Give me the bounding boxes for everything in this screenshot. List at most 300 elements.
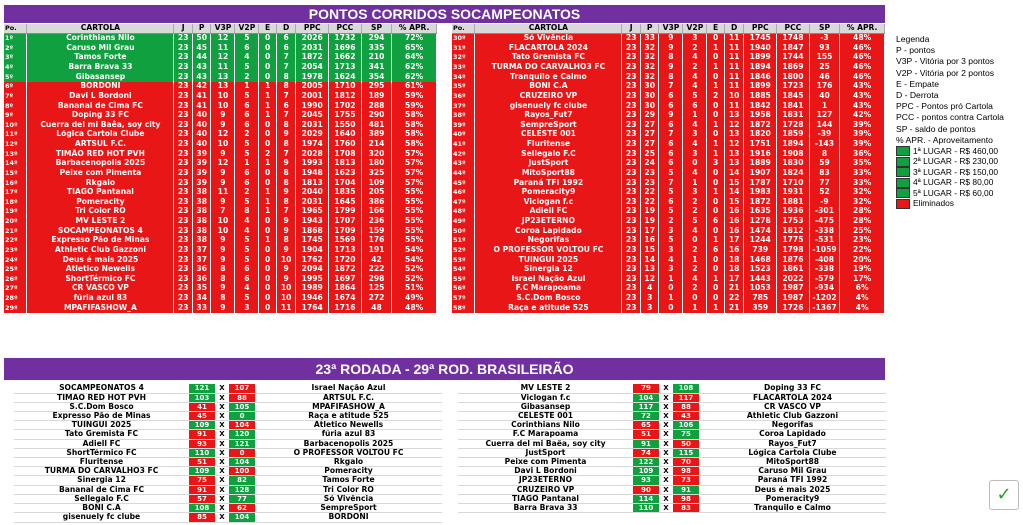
round-title: 23ª RODADA - 29ª ROD. BRASILEIRÃO [4,358,885,380]
team-name: Paraná TFI 1992 [475,178,622,188]
legend [896,34,1021,209]
stat-cell: 36% [840,149,885,159]
team-name: SOCAMPEONATOS 4 [14,384,189,393]
stat-cell: 46% [840,63,885,73]
stat-cell: 35 [192,284,211,294]
stat-cell: 1775 [777,236,810,246]
score-cell: 72 [633,412,659,421]
stat-cell: 39º [452,120,475,130]
stat-cell: 11 [724,63,744,73]
team-name: ARTSUL F.C. [255,393,442,402]
stat-cell: 38 [192,197,211,207]
stat-cell: 15 [640,245,659,255]
column-header: V2P [235,24,259,34]
stat-cell: 1 [707,120,724,130]
score-cell: 128 [229,485,255,494]
standing-row [4,43,437,53]
stat-cell: 1813 [329,159,362,169]
stat-cell: 2 [235,72,259,82]
stat-cell: 0 [259,120,276,130]
team-name: MV LESTE 2 [27,217,174,227]
stat-cell: 0 [707,34,724,44]
stat-cell: 30 [640,82,659,92]
stat-cell: 13 [211,82,235,92]
stat-cell: 0 [707,207,724,217]
stat-cell: 23 [622,294,641,304]
team-name: Expresso Pão de Minas [14,412,189,421]
standing-row [452,236,885,246]
green-swatch [896,157,910,167]
score-cell: 117 [633,402,659,411]
stat-cell: 2 [683,245,707,255]
standing-row [4,91,437,101]
standing-row [4,274,437,284]
stat-cell: 10 [211,101,235,111]
stat-cell: 2001 [296,91,329,101]
stat-cell: 27º [4,284,27,294]
stat-cell: 1748 [777,34,810,44]
team-name: Negorifas [475,236,622,246]
stat-cell: -579 [809,274,840,284]
team-name: gisenuely fc clube [475,101,622,111]
legend-prize: 1ª LUGAR - R$ 460,00 [896,146,1021,157]
stat-cell: 2054 [296,63,329,73]
stat-cell: 4 [683,53,707,63]
stat-cell: 288 [361,101,392,111]
stat-cell: 1728 [777,120,810,130]
standing-row [4,265,437,275]
versus-mark: X [659,393,673,402]
team-name: Deus é mais 2025 [27,255,174,265]
score-cell: 109 [633,467,659,476]
stat-cell: 23 [174,207,193,217]
versus-mark: X [659,485,673,494]
stat-cell: 37º [452,101,475,111]
team-name: MitoSport88 [475,168,622,178]
team-name: SempreSport [475,120,622,130]
stat-cell: 5 [659,236,683,246]
legend-item: PCC - pontos contra Cartola [896,112,1004,123]
stat-cell: 36º [452,91,475,101]
column-header: V3P [659,24,683,34]
stat-cell: 1993 [296,159,329,169]
stat-cell: 57º [452,294,475,304]
stat-cell: 28º [4,294,27,304]
stat-cell: 55% [392,226,437,236]
stat-cell: 2029 [296,130,329,140]
stat-cell: 1948 [296,168,329,178]
stat-cell: 16 [724,217,744,227]
stat-cell: 23 [640,178,659,188]
stat-cell: 3 [640,303,659,313]
stat-cell: 0 [259,217,276,227]
team-name: BORDONI [27,82,174,92]
standing-row [452,217,885,227]
team-name: Pomeracity [255,467,442,476]
stat-cell: -475 [809,217,840,227]
stat-cell: 189 [361,91,392,101]
stat-cell: 4 [235,226,259,236]
stat-cell: 13 [724,159,744,169]
match-row [14,504,442,513]
stat-cell: 35% [840,159,885,169]
stat-cell: 23 [174,72,193,82]
stat-cell: 0 [707,294,724,304]
stat-cell: 10 [276,294,296,304]
match-row [458,504,886,513]
stat-cell: 4 [235,284,259,294]
stat-cell: 191 [361,245,392,255]
stat-cell: 5 [235,140,259,150]
stat-cell: 14 [724,168,744,178]
stat-cell: 127 [809,111,840,121]
team-name: Tranquilo e Calmo [475,72,622,82]
stat-cell: 23 [622,130,641,140]
stat-cell: 46% [840,72,885,82]
stat-cell: 9 [211,303,235,313]
stat-cell: 38 [192,236,211,246]
stat-cell: 93 [809,43,840,53]
stat-cell: 8 [659,53,683,63]
standing-row [452,245,885,255]
stat-cell: 1940 [744,43,777,53]
stat-cell: 6 [235,178,259,188]
stat-cell: 3 [659,226,683,236]
score-cell: 41 [189,402,215,411]
standing-row [4,226,437,236]
team-name: Rkgalo [27,178,174,188]
score-cell: 104 [229,458,255,467]
stat-cell: 57% [392,178,437,188]
score-cell: 57 [189,494,215,503]
stat-cell: 23 [174,159,193,169]
team-name: Caruso Mil Grau [699,467,886,476]
stat-cell: 11 [724,82,744,92]
stat-cell: 1 [707,82,724,92]
stat-cell: 10 [211,217,235,227]
score-cell: 98 [673,494,699,503]
stat-cell: 1872 [329,265,362,275]
team-name: fúria azul 83 [255,430,442,439]
team-name: BONI C.A [475,82,622,92]
stat-cell: -143 [809,140,840,150]
team-name: TIAGO Pantanal [458,494,633,503]
stat-cell: 23 [174,197,193,207]
stat-cell: 59 [809,159,840,169]
team-name: Fluritense [475,140,622,150]
stat-cell: 39% [840,120,885,130]
stat-cell: 10 [211,91,235,101]
column-header: SP [361,24,392,34]
stat-cell: 10º [4,120,27,130]
stat-cell: 5 [235,34,259,44]
stat-cell: 1787 [744,178,777,188]
stat-cell: 16 [640,236,659,246]
team-name: TIMÃO RED HOT PVH [14,393,189,402]
score-cell: 115 [673,448,699,457]
stat-cell: 1640 [329,130,362,140]
score-cell: 121 [229,439,255,448]
stat-cell: 30 [640,101,659,111]
stat-cell: 294 [361,34,392,44]
column-header: J [174,24,193,34]
stat-cell: 7º [4,91,27,101]
standing-row [452,82,885,92]
versus-mark: X [215,412,229,421]
stat-cell: 1835 [329,188,362,198]
stat-cell: 10 [211,226,235,236]
stat-cell: 1983 [744,188,777,198]
stat-cell: 8º [4,101,27,111]
stat-cell: 5 [235,255,259,265]
stat-cell: 43% [840,91,885,101]
stat-cell: 1624 [329,72,362,82]
team-name: TIAGO Pantanal [27,188,174,198]
stat-cell: 19% [840,265,885,275]
versus-mark: X [659,439,673,448]
stat-cell: 176 [809,82,840,92]
standing-row [4,168,437,178]
stat-cell: 11 [724,34,744,44]
score-cell: 70 [673,458,699,467]
stat-cell: 39 [192,159,211,169]
stat-cell: 1623 [329,168,362,178]
match-row [458,476,886,485]
stat-cell: 5 [235,245,259,255]
stat-cell: 0 [259,274,276,284]
stat-cell: 2094 [296,265,329,275]
stat-cell: 6 [235,101,259,111]
team-name: Sinergia 12 [475,265,622,275]
score-cell: 114 [633,494,659,503]
stat-cell: 12 [211,53,235,63]
match-row [14,458,442,467]
stat-cell: 12 [724,120,744,130]
stat-cell: 1702 [329,101,362,111]
stat-cell: 6 [659,101,683,111]
stat-cell: 18º [4,197,27,207]
stat-cell: 12º [4,140,27,150]
stat-cell: 23 [174,188,193,198]
stat-cell: 23 [622,303,641,313]
stat-cell: 0 [259,34,276,44]
team-name: SOCAMPEONATOS 4 [27,226,174,236]
stat-cell: 0 [259,140,276,150]
stat-cell: 4 [640,284,659,294]
stat-cell: 11 [211,188,235,198]
stat-cell: 1550 [329,120,362,130]
stat-cell: 9 [211,120,235,130]
team-name: Sellegalo F.C [475,149,622,159]
score-cell: 65 [633,421,659,430]
stat-cell: 7 [659,130,683,140]
stat-cell: 11 [211,43,235,53]
match-row [458,439,886,448]
stat-cell: 2040 [296,188,329,198]
stat-cell: 1744 [777,53,810,63]
column-header: V3P [211,24,235,34]
team-name: Corinthians Nilo [27,34,174,44]
score-cell: 51 [633,430,659,439]
stat-cell: 1990 [296,101,329,111]
standing-row [4,101,437,111]
stat-cell: 0 [259,226,276,236]
stat-cell: 13 [640,265,659,275]
stat-cell: 1899 [744,82,777,92]
stat-cell: 9 [276,130,296,140]
score-cell: 88 [229,393,255,402]
team-name: Bananal de Cima FC [27,101,174,111]
stat-cell: 9 [211,236,235,246]
score-cell: 107 [229,384,255,393]
match-row [458,430,886,439]
stat-cell: 20% [840,255,885,265]
stat-cell: 1 [235,159,259,169]
stat-cell: 1707 [329,217,362,227]
stat-cell: 33% [840,168,885,178]
stat-cell: 9 [211,197,235,207]
team-name: Coroa Lapidado [475,226,622,236]
stat-cell: 1753 [777,217,810,227]
stat-cell: 32 [640,53,659,63]
stat-cell: 12 [211,34,235,44]
match-row [458,421,886,430]
stat-cell: 1645 [329,197,362,207]
stat-cell: 24 [640,159,659,169]
stat-cell: 222 [361,265,392,275]
stat-cell: 144 [809,120,840,130]
stat-cell: 6 [707,245,724,255]
stat-cell: 1798 [777,245,810,255]
standing-row [4,159,437,169]
legend-title: Legenda [896,34,930,44]
stat-cell: 39% [840,140,885,150]
stat-cell: 9 [276,159,296,169]
stat-cell: 4 [683,226,707,236]
green-swatch [896,178,910,188]
stat-cell: 3 [683,149,707,159]
stat-cell: 2 [683,63,707,73]
stat-cell: 5º [4,72,27,82]
stat-cell: 4 [683,274,707,284]
versus-mark: X [659,494,673,503]
versus-mark: X [215,402,229,411]
stat-cell: 1847 [777,43,810,53]
stat-cell: 1710 [777,178,810,188]
header-row [452,24,885,34]
stat-cell: 55% [392,207,437,217]
stat-cell: 11º [4,130,27,140]
stat-cell: 4% [840,294,885,304]
team-name: MPAFIFASHOW_A [27,303,174,313]
legend-item: PPC - Pontos pró Cartola [896,101,993,112]
stat-cell: 3 [683,130,707,140]
standing-row [4,245,437,255]
stat-cell: 11 [276,303,296,313]
stat-cell: 34º [452,72,475,82]
stat-cell: 39 [192,168,211,178]
team-name: Paraná TFI 1992 [699,476,886,485]
stat-cell: 25 [640,149,659,159]
stat-cell: 1 [809,101,840,111]
team-name: Barbacenopolis 2025 [27,159,174,169]
stat-cell: 5 [683,91,707,101]
score-cell: 109 [189,467,215,476]
stat-cell: 32% [840,188,885,198]
stat-cell: 58% [392,120,437,130]
stat-cell: 1800 [777,72,810,82]
stat-cell: -301 [809,207,840,217]
score-cell: 104 [229,513,255,522]
standing-row [452,111,885,121]
score-cell: 45 [189,412,215,421]
stat-cell: 176 [361,236,392,246]
team-name: MPAFIFASHOW_A [255,402,442,411]
stat-cell: 1755 [329,111,362,121]
standing-row [4,140,437,150]
check-icon[interactable]: ✓ [989,480,1019,510]
stat-cell: 48% [392,303,437,313]
stat-cell: 8 [276,168,296,178]
team-name: CELESTE 001 [458,412,633,421]
team-name: Barra Brava 33 [458,504,633,513]
score-cell: 121 [189,384,215,393]
stat-cell: 5 [235,91,259,101]
stat-cell: 55% [392,188,437,198]
legend-item: % APR. - Aproveitamento [896,134,993,145]
stat-cell: 19 [640,207,659,217]
score-cell: 74 [633,448,659,457]
team-name: MitoSport88 [699,458,886,467]
stat-cell: 320 [361,149,392,159]
match-row [14,439,442,448]
versus-mark: X [215,513,229,522]
stat-cell: -338 [809,265,840,275]
versus-mark: X [215,439,229,448]
green-swatch [896,188,910,198]
stat-cell: 5 [235,236,259,246]
stat-cell: 22º [4,236,27,246]
stat-cell: 2005 [296,82,329,92]
stat-cell: 1696 [329,43,362,53]
stat-cell: 23 [622,53,641,63]
stat-cell: 1799 [329,207,362,217]
standing-row [4,34,437,44]
stat-cell: 6 [235,168,259,178]
score-cell: 109 [189,421,215,430]
stat-cell: 0 [707,284,724,294]
stat-cell: 2026 [296,34,329,44]
stat-cell: 6 [235,274,259,284]
stat-cell: 5 [659,207,683,217]
stat-cell: 23% [840,236,885,246]
stat-cell: 58% [392,111,437,121]
team-name: Só Vivência [255,494,442,503]
stat-cell: 13 [211,72,235,82]
stat-cell: 7 [276,91,296,101]
stat-cell: 4 [235,53,259,63]
standing-row [452,226,885,236]
team-name: TURMA DO CARVALHO3 FC [14,467,189,476]
stat-cell: 0 [259,130,276,140]
versus-mark: X [659,448,673,457]
versus-mark: X [659,421,673,430]
team-name: TURMA DO CARVALHO3 FC [475,63,622,73]
stat-cell: 205 [361,188,392,198]
stat-cell: 1762 [296,255,329,265]
stat-cell: 1 [707,274,724,284]
stat-cell: 3º [4,53,27,63]
